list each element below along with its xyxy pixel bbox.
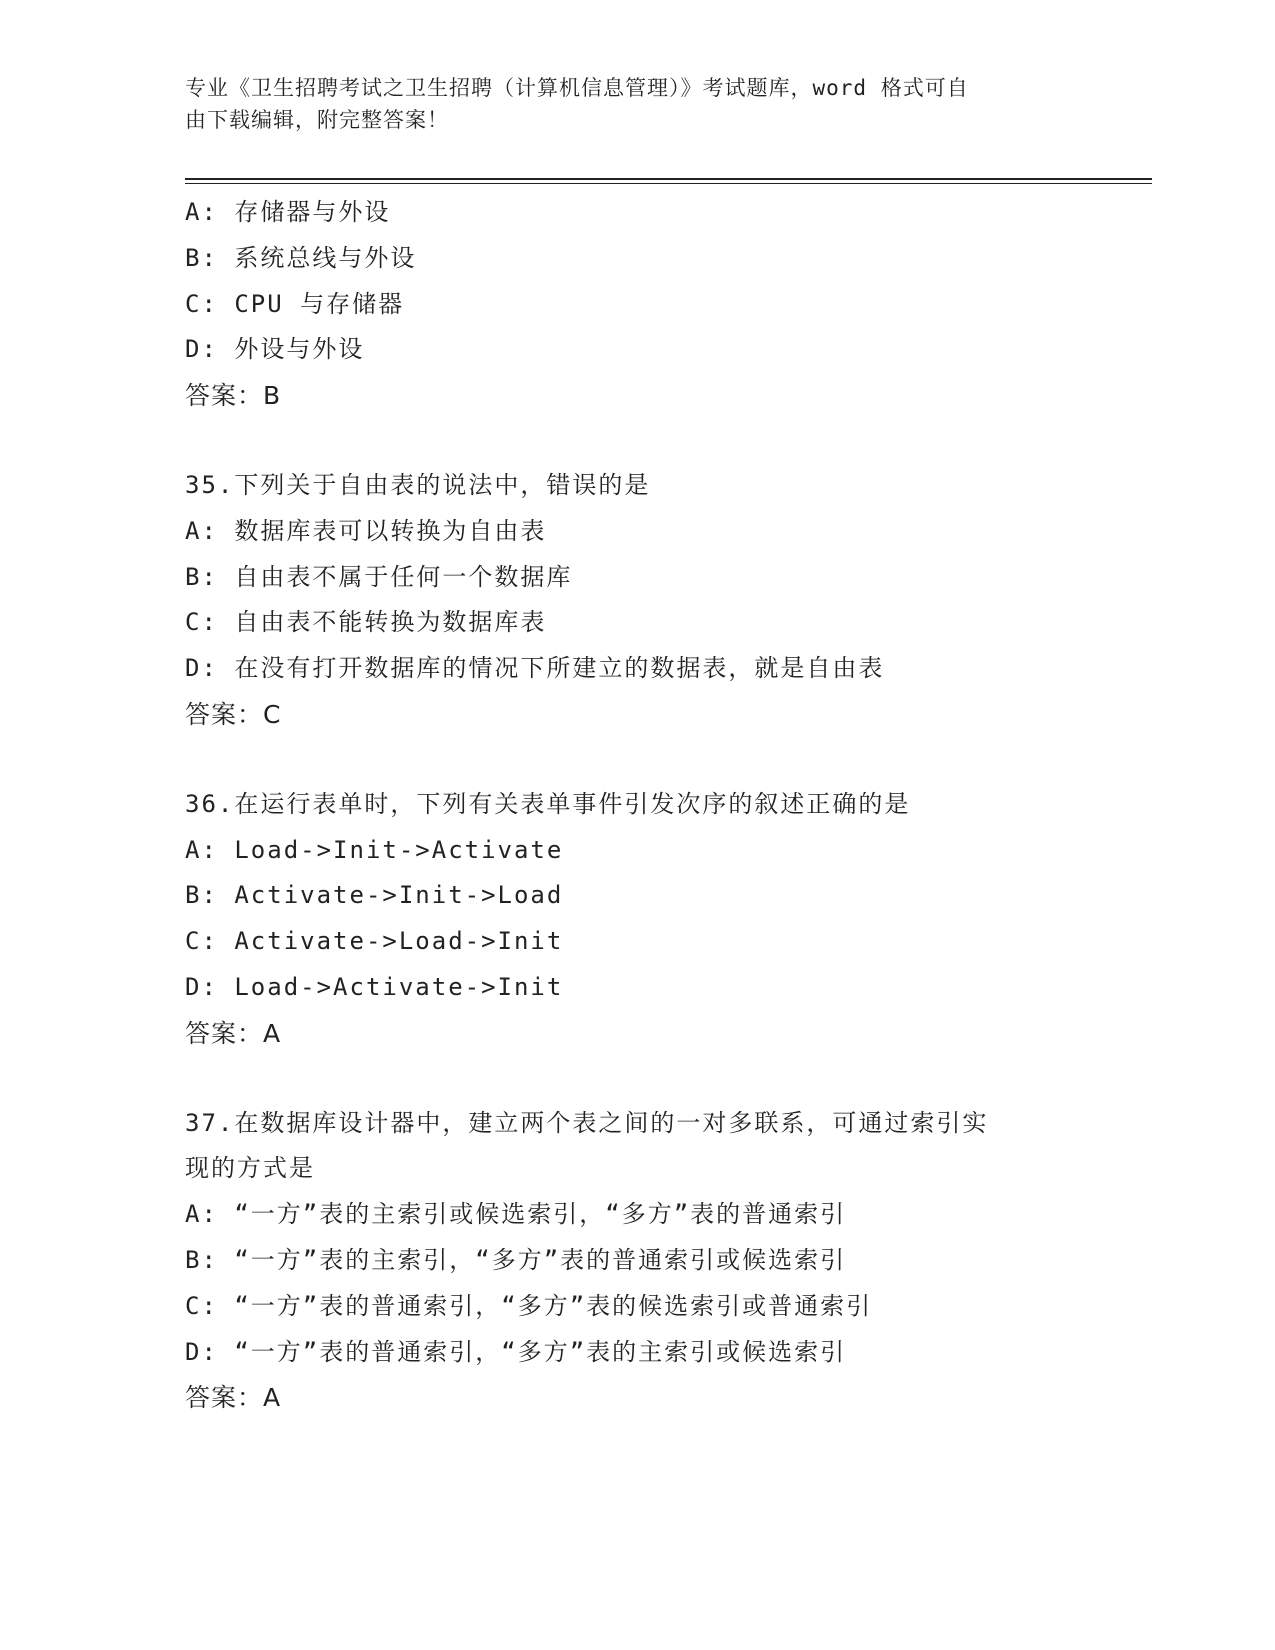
- question-stem-line-1: 37.在数据库设计器中，建立两个表之间的一对多联系，可通过索引实: [185, 1108, 989, 1137]
- option-a: A: 存储器与外设: [185, 198, 391, 226]
- header-line-2: 由下载编辑，附完整答案！: [185, 108, 449, 132]
- option-c: C: Activate->Load->Init: [185, 927, 564, 956]
- header-divider-thick: [185, 178, 1152, 180]
- question-35: [185, 463, 1145, 738]
- spacer: [185, 419, 1145, 463]
- header-line-1: 专业《卫生招聘考试之卫生招聘（计算机信息管理）》考试题库，word 格式可自: [185, 76, 969, 100]
- option-c: C: 自由表不能转换为数据库表: [185, 608, 547, 637]
- answer: 答案：B: [185, 381, 282, 411]
- option-c: C: CPU 与存储器: [185, 289, 405, 318]
- answer: 答案：A: [185, 1383, 282, 1413]
- question-list: [185, 190, 1145, 1421]
- question-stem: 36.在运行表单时，下列有关表单事件引发次序的叙述正确的是: [185, 789, 911, 818]
- question-34-continued: [185, 190, 1145, 419]
- spacer: [185, 1057, 1145, 1101]
- option-d: D: “一方”表的普通索引，“多方”表的主索引或候选索引: [185, 1337, 847, 1366]
- header-divider-thin: [185, 183, 1152, 184]
- option-b: B: “一方”表的主索引，“多方”表的普通索引或候选索引: [185, 1245, 847, 1274]
- document-header: [185, 72, 1065, 136]
- option-d: D: Load->Activate->Init: [185, 972, 564, 1001]
- option-d: D: 外设与外设: [185, 335, 365, 364]
- option-b: B: 自由表不属于任何一个数据库: [185, 562, 573, 591]
- question-37: [185, 1101, 1145, 1422]
- answer: 答案：A: [185, 1018, 282, 1048]
- option-a: A: Load->Init->Activate: [185, 835, 564, 864]
- option-c: C: “一方”表的普通索引，“多方”表的候选索引或普通索引: [185, 1291, 873, 1320]
- option-d: D: 在没有打开数据库的情况下所建立的数据表，就是自由表: [185, 654, 885, 683]
- option-a: A: “一方”表的主索引或候选索引，“多方”表的普通索引: [185, 1200, 847, 1229]
- question-stem: 35.下列关于自由表的说法中，错误的是: [185, 470, 651, 499]
- answer: 答案：C: [185, 699, 282, 729]
- question-36: [185, 782, 1145, 1057]
- question-stem-line-2: 现的方式是: [185, 1154, 315, 1183]
- option-a: A: 数据库表可以转换为自由表: [185, 516, 547, 545]
- spacer: [185, 738, 1145, 782]
- option-b: B: 系统总线与外设: [185, 243, 417, 272]
- option-b: B: Activate->Init->Load: [185, 881, 564, 910]
